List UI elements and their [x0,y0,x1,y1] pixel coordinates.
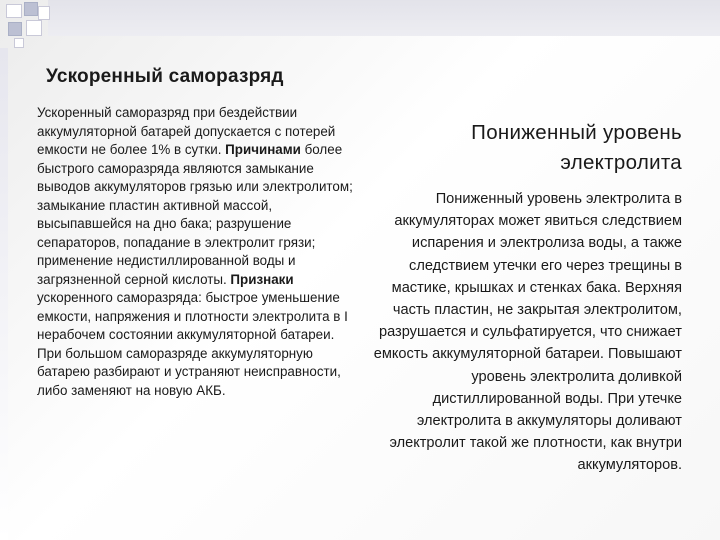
deco-square [8,22,22,36]
deco-square [24,2,38,16]
causes-label: Причинами [225,142,301,157]
slide-title: Ускоренный саморазряд [46,66,284,87]
left-paragraph-causes: более быстрого саморазряда являются замыкание выводов аккумуляторов грязью или электролитом; замыкание пластин активной массой, высыпавшейся на дно бака; разрушение сепараторов, попадание в электролит грязи; применение недистиллированной воды и загрязненной серной кислоты. [37,142,353,287]
deco-square [6,4,22,18]
left-paragraph-intro: Ускоренный саморазряд при бездействии аккумуляторной батарей допускается с потерей емкости не более 1% в сутки. [37,105,336,157]
left-body-text [37,104,357,400]
right-body-text: Пониженный уровень электролита в аккумуляторах может явиться следствием испарения и электролиза воды, а также следствием утечки его через трещины в мастике, крышках и стенках бака. Верхняя часть пластин, не закрытая электролитом, разрушается и сульфатируется, что снижает емкость аккумуляторной батареи. Повышают уровень электролита доливкой дистиллированной воды. При утечке электролита в аккумуляторы доливают электролит такой же плотности, как внутри аккумуляторов. [373,191,682,474]
corner-squares-decoration [0,0,60,48]
deco-square [14,38,24,48]
header-band [48,0,720,36]
right-section-title: Пониженный уровень электролита [471,121,682,174]
left-paragraph-signs: ускоренного саморазряда: быстрое уменьшение емкости, напряжения и плотности электролита в I нерабочем состоянии аккумуляторной батареи. При большом саморазряде аккумуляторную батарею разбирают и устраняют неисправности, либо заменяют на новую АКБ. [37,290,348,398]
deco-square [38,6,50,20]
signs-label: Признаки [230,271,294,287]
left-edge-gradient [0,48,8,540]
deco-square [26,20,42,36]
